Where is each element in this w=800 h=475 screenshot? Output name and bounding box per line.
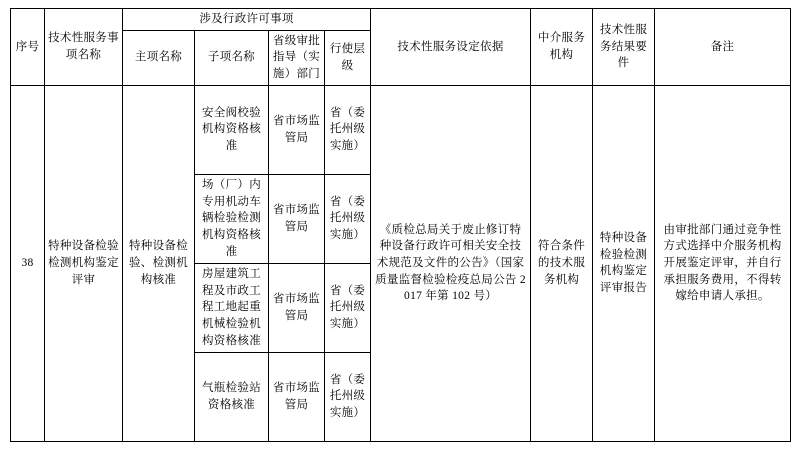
- table-header: [11, 9, 791, 86]
- cell-service-item-name: 特种设备检验检测机构鉴定评审: [45, 85, 123, 441]
- header-main-item-name: 主项名称: [123, 30, 195, 85]
- table-row: [11, 85, 791, 174]
- administrative-license-table: [10, 8, 791, 442]
- header-result-requirement: 技术性服务结果要件: [593, 9, 655, 86]
- cell-approval-dept: 省市场监管局: [269, 85, 325, 174]
- header-service-item-name: 技术性服务事项名称: [45, 9, 123, 86]
- table-body: [11, 85, 791, 441]
- header-row-1: [11, 9, 791, 31]
- cell-sub-item-name: 房屋建筑工程及市政工程工地起重机械检验机构资格核准: [195, 263, 269, 352]
- cell-sub-item-name: 气瓶检验站资格核准: [195, 352, 269, 441]
- cell-approval-dept: 省市场监管局: [269, 263, 325, 352]
- header-remark: 备注: [655, 9, 791, 86]
- cell-exercise-level: 省（委托州级实施）: [325, 352, 371, 441]
- cell-exercise-level: 省（委托州级实施）: [325, 174, 371, 263]
- header-approval-dept: 省级审批指导（实施）部门: [269, 30, 325, 85]
- cell-exercise-level: 省（委托州级实施）: [325, 85, 371, 174]
- cell-remark: 由审批部门通过竞争性方式选择中介服务机构开展鉴定评审，并自行承担服务费用，不得转嫁给申请人承担。: [655, 85, 791, 441]
- cell-sub-item-name: 场（厂）内专用机动车辆检验检测机构资格核准: [195, 174, 269, 263]
- cell-main-item-name: 特种设备检验、检测机构核准: [123, 85, 195, 441]
- cell-sub-item-name: 安全阀校验机构资格核准: [195, 85, 269, 174]
- cell-exercise-level: 省（委托州级实施）: [325, 263, 371, 352]
- header-seq: 序号: [11, 9, 45, 86]
- header-basis: 技术性服务设定依据: [371, 9, 531, 86]
- header-admin-license-group: 涉及行政许可事项: [123, 9, 371, 31]
- header-sub-item-name: 子项名称: [195, 30, 269, 85]
- cell-basis: 《质检总局关于废止修订特种设备行政许可相关安全技术规范及文件的公告》（国家质量监督检验检疫总局公告 2017 年第 102 号）: [371, 85, 531, 441]
- cell-approval-dept: 省市场监管局: [269, 174, 325, 263]
- cell-seq: 38: [11, 85, 45, 441]
- cell-approval-dept: 省市场监管局: [269, 352, 325, 441]
- header-exercise-level: 行使层级: [325, 30, 371, 85]
- cell-result-requirement: 特种设备检验检测机构鉴定评审报告: [593, 85, 655, 441]
- cell-intermediary-agency: 符合条件的技术服务机构: [531, 85, 593, 441]
- header-intermediary-agency: 中介服务机构: [531, 9, 593, 86]
